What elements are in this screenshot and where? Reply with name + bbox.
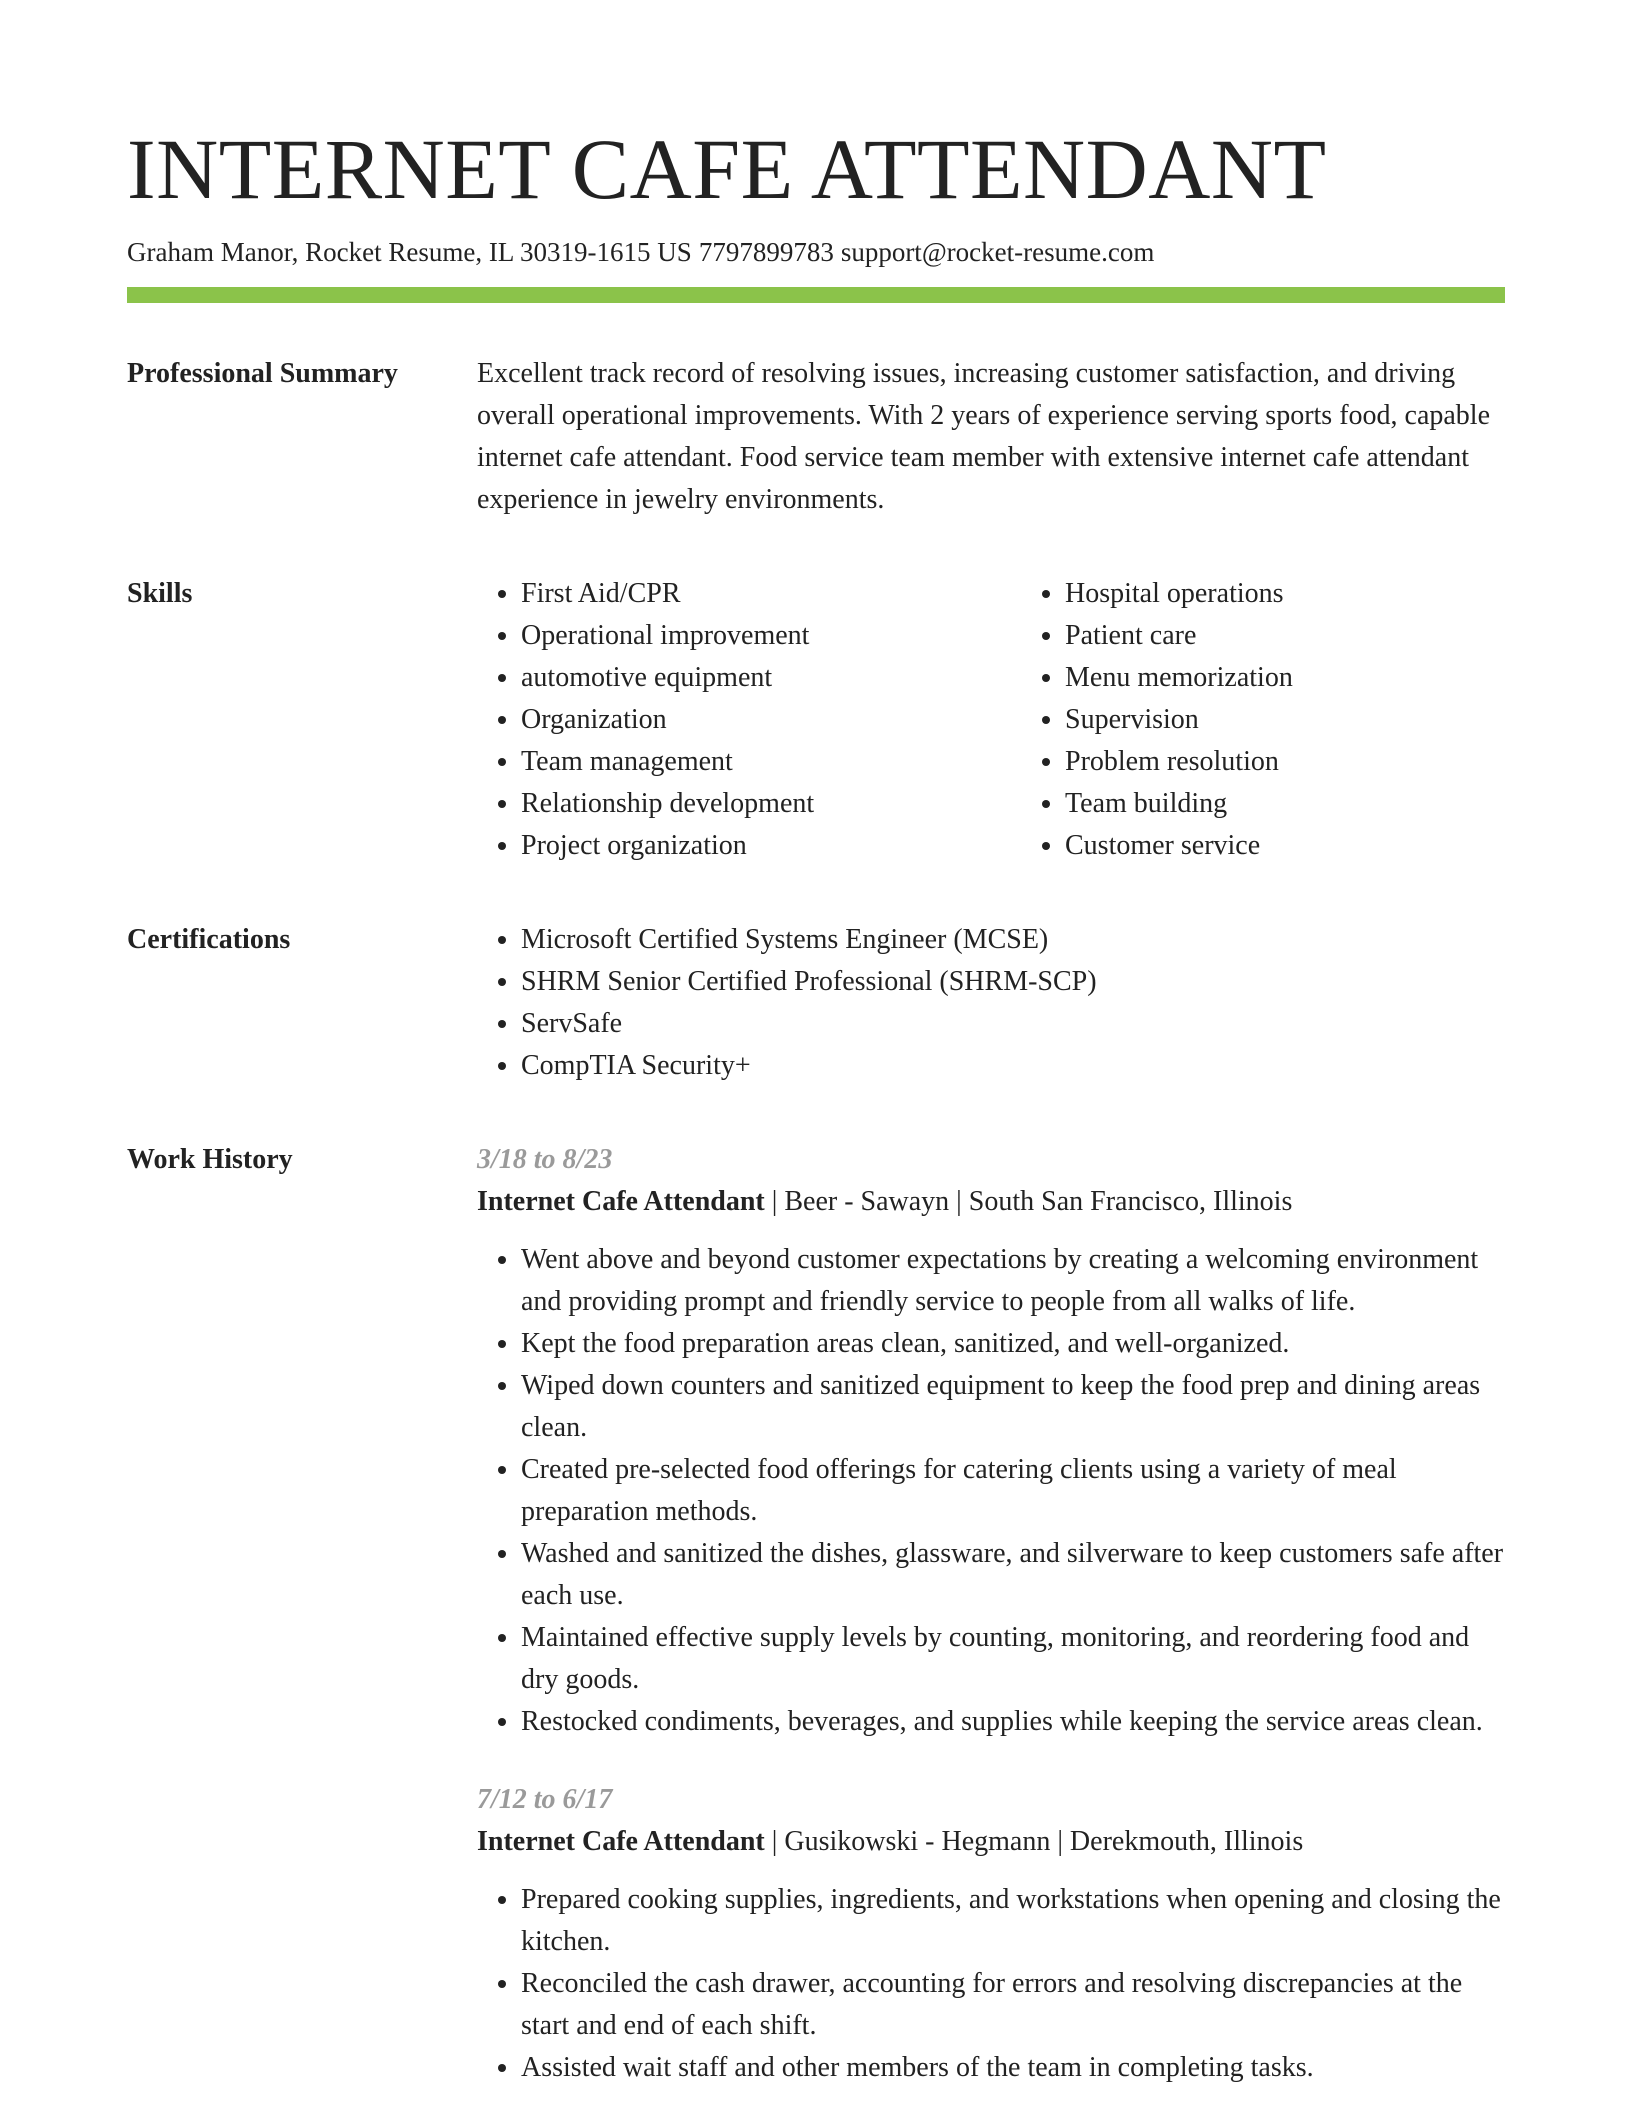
job-title: Internet Cafe Attendant <box>477 1186 765 1218</box>
job-heading <box>477 1821 1505 1863</box>
job-duties-list <box>477 1879 1505 2089</box>
certification-item: • SHRM Senior Certified Professional (SHRM-SCP) <box>521 961 1505 1003</box>
section-heading-work-history: Work History <box>127 1144 293 1176</box>
skill-item: • Team management <box>521 741 1021 783</box>
work-history-body <box>477 1139 1505 2089</box>
work-history-section <box>127 1139 1505 2089</box>
section-heading-skills: Skills <box>127 578 193 610</box>
certification-item: • ServSafe <box>521 1003 1505 1045</box>
skills-list-left <box>477 573 1021 867</box>
job-duty: • Washed and sanitized the dishes, glassware, and silverware to keep customers safe after each use. <box>521 1533 1505 1617</box>
job-title: Internet Cafe Attendant <box>477 1826 765 1858</box>
job-duty: • Created pre-selected food offerings for catering clients using a variety of meal preparation methods. <box>521 1449 1505 1533</box>
skill-item: • Menu memorization <box>1065 657 1565 699</box>
job-duty: • Wiped down counters and sanitized equipment to keep the food prep and dining areas clean. <box>521 1365 1505 1449</box>
certifications-section <box>127 919 1505 1087</box>
job-details: | Gusikowski - Hegmann | Derekmouth, Illinois <box>764 1826 1304 1858</box>
skill-item: • Customer service <box>1065 825 1565 867</box>
job-duty: • Went above and beyond customer expectations by creating a welcoming environment and providing prompt and friendly service to people from all walks of life. <box>521 1239 1505 1323</box>
job-duty: • Assisted wait staff and other members of the team in completing tasks. <box>521 2047 1505 2089</box>
summary-text: Excellent track record of resolving issues, increasing customer satisfaction, and driving overall operational improvements. With 2 years of experience serving sports food, capable internet cafe attendant. Food service team member with extensive internet cafe attendant experience in jewelry environments. <box>477 358 1491 516</box>
job-duties-list <box>477 1239 1505 1743</box>
job-dates: 3/18 to 8/23 <box>477 1144 613 1176</box>
skill-item: • Problem resolution <box>1065 741 1565 783</box>
job-duty: • Prepared cooking supplies, ingredients, and workstations when opening and closing the kitchen. <box>521 1879 1505 1963</box>
skills-section <box>127 573 1505 867</box>
skill-item: • Project organization <box>521 825 1021 867</box>
certification-item: • Microsoft Certified Systems Engineer (MCSE) <box>521 919 1505 961</box>
skill-item: • Organization <box>521 699 1021 741</box>
skill-item: • Hospital operations <box>1065 573 1565 615</box>
section-heading-summary: Professional Summary <box>127 358 398 390</box>
job-duty: • Maintained effective supply levels by counting, monitoring, and reordering food and dry goods. <box>521 1617 1505 1701</box>
skill-item: • Supervision <box>1065 699 1565 741</box>
contact-phone: 7797899783 <box>698 237 834 267</box>
skills-list-right <box>1021 573 1565 867</box>
summary-body <box>477 353 1505 521</box>
job-entry <box>477 1779 1505 2089</box>
job-heading <box>477 1181 1505 1223</box>
job-duty: • Reconciled the cash drawer, accounting for errors and resolving discrepancies at the start and end of each shift. <box>521 1963 1505 2047</box>
skill-item: • Operational improvement <box>521 615 1021 657</box>
skill-item: • Relationship development <box>521 783 1021 825</box>
summary-section <box>127 353 1505 521</box>
page-title: INTERNET CAFE ATTENDANT <box>127 121 1327 217</box>
skill-item: • Patient care <box>1065 615 1565 657</box>
certification-item: • CompTIA Security+ <box>521 1045 1505 1087</box>
job-entry <box>477 1139 1505 1743</box>
accent-divider <box>127 287 1505 303</box>
job-details: | Beer - Sawayn | South San Francisco, Illinois <box>764 1186 1293 1218</box>
job-duty: • Kept the food preparation areas clean, sanitized, and well-organized. <box>521 1323 1505 1365</box>
skill-item: • First Aid/CPR <box>521 573 1021 615</box>
contact-email: support@rocket-resume.com <box>840 237 1155 267</box>
certifications-list <box>477 919 1505 1087</box>
skill-item: • automotive equipment <box>521 657 1021 699</box>
skill-item: • Team building <box>1065 783 1565 825</box>
certifications-body <box>477 919 1505 1087</box>
contact-address: Graham Manor, Rocket Resume, IL 30319-1615 US <box>127 237 692 267</box>
skills-body <box>477 573 1565 867</box>
job-duty: • Restocked condiments, beverages, and supplies while keeping the service areas clean. <box>521 1701 1505 1743</box>
contact-line <box>127 236 1505 268</box>
job-dates: 7/12 to 6/17 <box>477 1784 613 1816</box>
section-heading-certifications: Certifications <box>127 924 291 956</box>
